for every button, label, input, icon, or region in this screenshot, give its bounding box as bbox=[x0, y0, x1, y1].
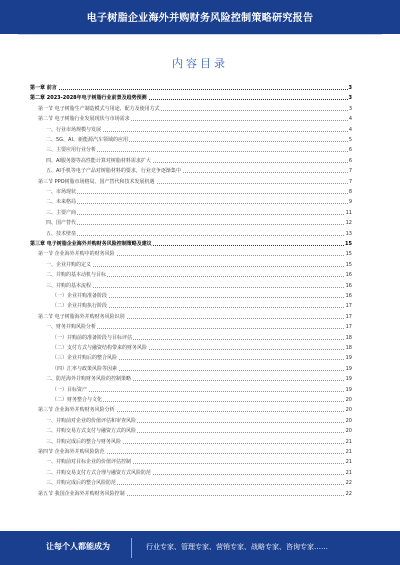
toc-entry[interactable] bbox=[30, 219, 352, 227]
toc-entry[interactable] bbox=[30, 438, 352, 446]
toc-entry-label: 第三章 电子树脂企业海外并购财务风险控制策略及建议 bbox=[30, 241, 152, 247]
toc-entry[interactable] bbox=[30, 386, 352, 394]
toc-leader-dots bbox=[46, 214, 352, 215]
toc-entry[interactable] bbox=[30, 334, 352, 342]
toc-entry-label: 三、并购完成后的整合风险防范 bbox=[46, 480, 117, 487]
toc-entry-label: 二、并购交易方式支付与融资方式的风险 bbox=[46, 428, 137, 435]
toc-entry-page: 7 bbox=[348, 168, 352, 175]
toc-leader-dots bbox=[46, 224, 352, 225]
toc-entry-label: （一）并购前的准备阶段与目标评估 bbox=[52, 334, 133, 341]
toc-entry[interactable] bbox=[30, 240, 352, 248]
toc-entry[interactable] bbox=[30, 365, 352, 373]
toc-entry[interactable] bbox=[30, 115, 352, 123]
toc-entry[interactable] bbox=[30, 209, 352, 217]
toc-entry[interactable] bbox=[30, 282, 352, 290]
toc-entry[interactable] bbox=[30, 344, 352, 352]
toc-entry[interactable] bbox=[30, 479, 352, 487]
footer-slogan: 让每个人都能成为 bbox=[46, 542, 110, 551]
toc-entry-page: 7 bbox=[348, 178, 352, 185]
toc-entry[interactable] bbox=[30, 417, 352, 425]
toc-entry[interactable] bbox=[30, 271, 352, 279]
toc-entry-page: 18 bbox=[345, 345, 352, 351]
toc-entry-label: 二、并购交易支付方式合理与融资方式风险防范 bbox=[46, 469, 152, 476]
toc-entry-page: 20 bbox=[345, 407, 352, 414]
toc-entry-label: 第二节 电子树脂行业发展现状与市场需求 bbox=[38, 116, 130, 123]
toc-entry-label: 四、AI服务器等高性能计算对树脂材料需求扩大 bbox=[46, 157, 151, 164]
toc-entry-label: 第五节 我国企业海外并购财务风险控制 bbox=[38, 490, 125, 497]
toc-entry-page: 15 bbox=[345, 241, 352, 247]
toc-entry[interactable] bbox=[30, 490, 352, 498]
toc-entry[interactable] bbox=[30, 396, 352, 404]
toc-entry-label: 三、并购的基本流程 bbox=[46, 282, 92, 289]
toc-entry-page: 6 bbox=[348, 147, 352, 154]
toc-entry-page: 21 bbox=[345, 469, 352, 476]
toc-entry-page: 22 bbox=[345, 480, 352, 487]
toc-entry-label: 三、主要产商 bbox=[46, 209, 77, 216]
toc-entry[interactable] bbox=[30, 458, 352, 466]
toc-entry[interactable] bbox=[30, 198, 352, 206]
toc-entry[interactable] bbox=[30, 375, 352, 383]
toc-entry-page: 3 bbox=[348, 105, 352, 112]
toc-entry-page: 16 bbox=[345, 272, 352, 279]
toc-entry-label: 第三节 企业海外并购财务风险分析 bbox=[38, 407, 115, 414]
toc-entry-label: 五、技术壁垒 bbox=[46, 230, 77, 237]
toc-entry-label: 二、未来格局 bbox=[46, 199, 77, 206]
toc-entry[interactable] bbox=[30, 146, 352, 154]
toc-entry[interactable] bbox=[30, 292, 352, 300]
toc-entry-page: 19 bbox=[345, 355, 352, 362]
toc-entry-label: （二）支付方式与融资结构带来的财务风险 bbox=[52, 345, 148, 351]
toc-entry[interactable] bbox=[30, 250, 352, 258]
toc-entry-page: 3 bbox=[348, 85, 352, 91]
toc-entry-page: 19 bbox=[345, 376, 352, 383]
toc-entry-label: 一、企业并购的定义 bbox=[46, 261, 92, 268]
toc-entry[interactable] bbox=[30, 302, 352, 310]
toc-entry-page: 21 bbox=[345, 459, 352, 466]
toc-entry-label: （三）企业并购后的整合风险 bbox=[52, 355, 118, 362]
toc-entry-page: 20 bbox=[345, 417, 352, 424]
toc-entry-label: 二、5G、AI、新能源汽车领域的应用 bbox=[46, 137, 128, 143]
toc-entry[interactable] bbox=[30, 94, 352, 102]
toc-entry-label: 第四节 企业海外并购风险防范 bbox=[38, 449, 105, 455]
toc-leader-dots bbox=[46, 203, 352, 204]
toc-entry-page: 4 bbox=[348, 116, 352, 123]
toc-entry-label: 二、并购的基本动机与目标 bbox=[46, 272, 107, 279]
report-title: 电子树脂企业海外并购财务风险控制策略研究报告 bbox=[86, 13, 314, 24]
toc-entry-page: 19 bbox=[345, 386, 352, 393]
toc-entry[interactable] bbox=[30, 188, 352, 196]
toc-entry-label: 一、市场现状 bbox=[46, 189, 77, 195]
toc-leader-dots bbox=[52, 391, 352, 392]
toc-entry-page: 17 bbox=[345, 303, 352, 310]
toc-entry-label: 第一章 前言 bbox=[30, 85, 57, 91]
toc-entry-label: （二）财务整合与文化 bbox=[52, 397, 103, 403]
toc-entry-label: （四）汇率与政策风险等因素 bbox=[52, 365, 118, 372]
toc-entry-label: 三、并购完成后的整合与财务风险 bbox=[46, 438, 122, 445]
toc-entry-page: 11 bbox=[345, 209, 352, 216]
toc-entry-page: 19 bbox=[345, 365, 352, 372]
toc-entry[interactable] bbox=[30, 157, 352, 165]
header-divider bbox=[18, 34, 382, 35]
toc-entry[interactable] bbox=[30, 323, 352, 331]
toc-entry-page: 21 bbox=[345, 449, 352, 455]
toc-entry-page: 9 bbox=[348, 199, 352, 206]
toc-entry[interactable] bbox=[30, 105, 352, 113]
toc-entry-label: 第三节 PPO树脂市场格局、国产替代和技术发展机遇 bbox=[38, 178, 155, 185]
toc-entry-page: 15 bbox=[345, 251, 352, 258]
toc-entry-label: 四、国产替代 bbox=[46, 220, 77, 227]
toc-entry-page: 4 bbox=[348, 126, 352, 133]
toc-entry-label: 一、并购前对企业的价值评估和审查风险 bbox=[46, 417, 137, 424]
toc-entry[interactable] bbox=[30, 230, 352, 238]
toc-entry-page: 17 bbox=[345, 324, 352, 331]
footer-divider bbox=[131, 538, 132, 558]
toc-entry-page: 18 bbox=[345, 334, 352, 341]
toc-entry-label: 三、主要应用行业分析 bbox=[46, 147, 97, 154]
toc-entry-label: 第二节 电子树脂海外并购财务风险识别 bbox=[38, 313, 125, 320]
toc-entry-label: 一、行业市场规模与发展 bbox=[46, 126, 102, 133]
toc-entry-page: 21 bbox=[345, 438, 352, 445]
toc-entry-label: （一）企业并购准备阶段 bbox=[52, 293, 108, 299]
toc-leader-dots bbox=[46, 193, 352, 194]
toc-leader-dots bbox=[30, 89, 352, 90]
toc-leader-dots bbox=[46, 235, 352, 236]
toc-entry-page: 20 bbox=[345, 397, 352, 403]
toc-entry[interactable] bbox=[30, 427, 352, 435]
toc-entry-page: 5 bbox=[348, 137, 352, 143]
toc-entry-page: 15 bbox=[345, 261, 352, 268]
toc-entry-label: （一）目标资产 bbox=[52, 386, 88, 393]
toc-entry-label: 五、AI手机等电子产品对树脂材料的要求，行业竞争逐渐集中 bbox=[46, 168, 181, 175]
toc-entry[interactable] bbox=[30, 313, 352, 321]
toc-entry[interactable] bbox=[30, 469, 352, 477]
footer-tagline: 行业专家、管理专家、营销专家、战略专家、咨询专家…… bbox=[146, 543, 328, 551]
toc-entry[interactable] bbox=[30, 126, 352, 134]
toc-entry-page: 16 bbox=[345, 293, 352, 299]
toc-entry-label: 一、财务并购风险分析 bbox=[46, 324, 97, 331]
toc-entry-label: 第一节 企业海外并购中的财务风险 bbox=[38, 251, 115, 258]
toc-entry[interactable] bbox=[30, 354, 352, 362]
toc-entry-page: 17 bbox=[345, 313, 352, 320]
toc-entry-label: 一、并购前对目标企业的价值评估控制 bbox=[46, 459, 132, 466]
toc-entry[interactable] bbox=[30, 261, 352, 269]
toc-entry-label: 第一节 电子树脂生产制造模式与用途、配方及使用方式 bbox=[38, 105, 160, 112]
toc-entry-page: 6 bbox=[348, 157, 352, 164]
toc-entry[interactable] bbox=[30, 136, 352, 144]
toc-entry-label: 第二章 2023-2028年电子树脂行业前景及趋势预测 bbox=[30, 95, 147, 102]
toc-entry-page: 8 bbox=[348, 189, 352, 195]
toc-entry[interactable] bbox=[30, 406, 352, 414]
toc-entry[interactable] bbox=[30, 84, 352, 92]
toc-entry-page: 3 bbox=[348, 95, 352, 102]
toc-entry-label: 二、防范海外并购财务风险的控制策略 bbox=[46, 376, 132, 383]
toc-heading: 内容目录 bbox=[172, 57, 228, 70]
toc-entry[interactable] bbox=[30, 178, 352, 186]
toc-entry-page: 20 bbox=[345, 428, 352, 435]
toc-entry[interactable] bbox=[30, 167, 352, 175]
toc-entry-page: 12 bbox=[345, 220, 352, 227]
toc-entry[interactable] bbox=[30, 448, 352, 456]
toc-entry-page: 13 bbox=[345, 230, 352, 237]
toc-entry-label: （二）企业并购执行阶段 bbox=[52, 303, 108, 310]
toc-entry-page: 16 bbox=[345, 282, 352, 289]
toc-entry-page: 22 bbox=[345, 490, 352, 497]
